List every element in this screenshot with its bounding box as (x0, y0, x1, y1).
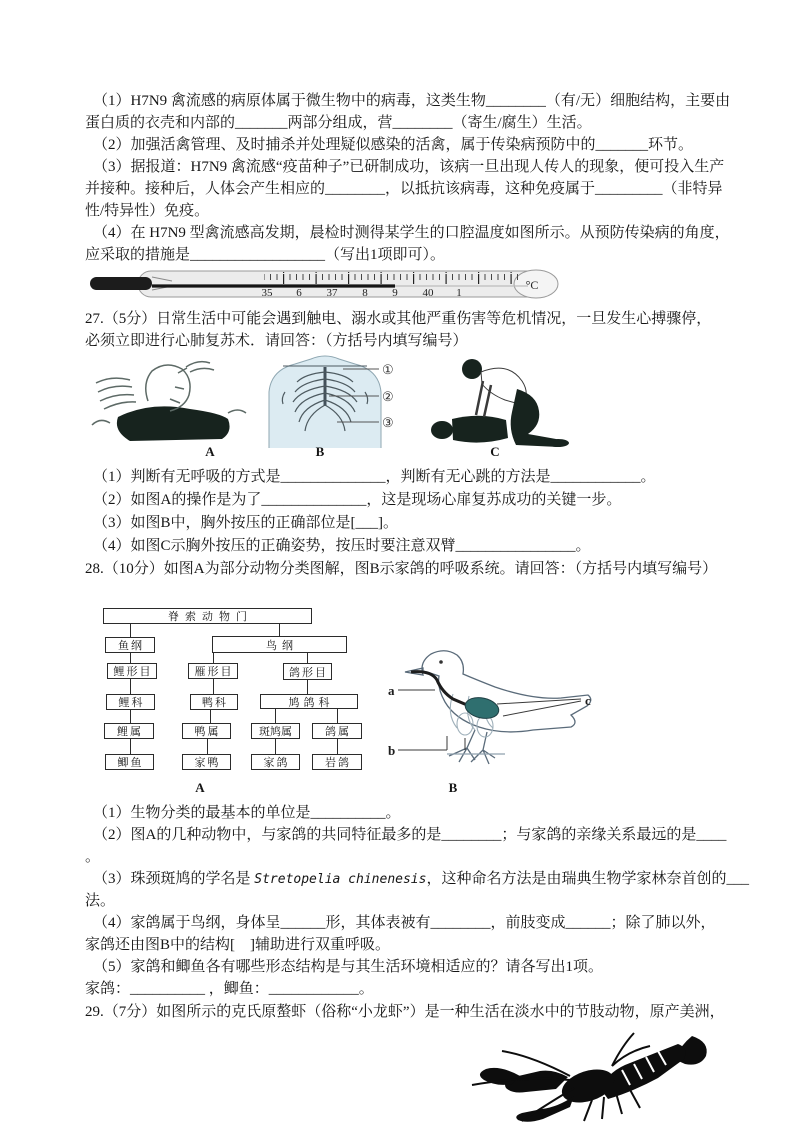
text-line: 27.（5分）日常生活中可能会遇到触电、溺水或其他严重伤害等危机情况，一旦发生心搏骤停， (85, 311, 712, 327)
callout-3: ③ (382, 415, 394, 430)
tree-node-family-duck: 鸭科 (190, 694, 238, 710)
patient-head-outline (146, 365, 190, 411)
bird-label-a: a (388, 683, 395, 698)
tree-node-domestic-pigeon: 家鸽 (251, 754, 300, 770)
crayfish-figure (462, 1026, 710, 1123)
figure-b-label: B (315, 444, 325, 459)
latin-suffix: ，这种命名方法是由瑞典生物学家林奈首创的___ (426, 871, 749, 887)
scale-number: 37 (326, 287, 338, 299)
latin-prefix: （3）珠颈斑鸠的学名是 (93, 871, 255, 887)
ribcage-figure (255, 352, 405, 448)
scale-number: 40 (422, 287, 434, 299)
question-29-intro (85, 1001, 725, 1023)
scale-number: 8 (362, 287, 368, 299)
question-26-block (85, 90, 730, 266)
bird-label-c: c (585, 693, 591, 708)
scale-number: 1 (456, 287, 462, 299)
text-line: （4）家鸽属于鸟纲，身体呈______形，其体表被有________，前肢变成______；除了肺以外， (93, 915, 716, 931)
rescuer-foot (547, 439, 569, 447)
text-line: 家鸽还由图B中的结构[ ]辅助进行双重呼吸。 (85, 937, 390, 953)
tree-node-genus-turtledove: 斑鸠属 (251, 723, 300, 739)
patient-head (431, 421, 453, 439)
label-c-lines (497, 699, 581, 716)
latin-species-name: Stretopelia chinenesis (254, 872, 427, 887)
text-line: 29.（7分）如图所示的克氏原螯虾（俗称“小龙虾”）是一种生活在淡水中的节肢动物，原产美洲， (85, 1004, 725, 1020)
text-line: （2）如图A的操作是为了______________，这是现场心扉复苏成功的关键一步。 (93, 492, 622, 508)
tree-node-domestic-duck: 家鸭 (182, 754, 231, 770)
connector-line (210, 710, 211, 723)
scale-number: 9 (392, 287, 398, 299)
classification-tree-figure (95, 600, 365, 800)
text-line: 并接种。接种后，人体会产生相应的________，以抵抗该病毒，这种免疫属于_________（非特异 (85, 181, 723, 197)
crayfish-abdomen (600, 1044, 686, 1099)
text-line: 必须立即进行心肺复苏术．请回答：（方括号内填写编号） (85, 333, 468, 349)
connector-line (130, 653, 131, 663)
rescuer-hand-lines (96, 378, 136, 409)
text-line: （2）图A的几种动物中，与家鸽的共同特征最多的是________；与家鸽的亲缘关系最远的是____ (93, 827, 727, 843)
label-b-stubs (447, 736, 465, 750)
rescuer-head (462, 359, 482, 379)
text-line: 28.（10分）如图A为部分动物分类图解，图B示家鸽的呼吸系统。请回答：（方括号内填写编号） (85, 561, 718, 577)
text-line: （3）据报道：H7N9 禽流感“疫苗种子”已研制成功，该病一旦出现人传人的现象，便可投入生产 (93, 159, 725, 175)
tree-node-bird-class: 鸟纲 (212, 636, 347, 653)
text-line: （1）生物分类的最基本的单位是__________。 (93, 805, 401, 821)
connector-line (307, 680, 308, 694)
celsius-unit: °C (525, 278, 539, 292)
forehead-hand-lines (186, 362, 214, 372)
scale-number: 35 (261, 287, 273, 299)
tree-node-family-dove: 鸠鸽科 (260, 694, 358, 709)
tree-node-genus-duck: 鸭属 (182, 723, 231, 739)
tree-node-fish-class: 鱼纲 (105, 637, 155, 653)
tree-node-crucian-carp: 鲫鱼 (105, 754, 154, 770)
question-27-subs (85, 466, 656, 558)
connector-line (275, 709, 276, 723)
text-line: （4）如图C示胸外按压的正确姿势，按压时要注意双臂________________。 (93, 538, 591, 554)
connector-line (130, 710, 131, 723)
connector-line (275, 739, 276, 754)
bird-label-b: b (388, 743, 396, 758)
figure-a-label: A (205, 444, 215, 459)
text-line: （1）H7N9 禽流感的病原体属于微生物中的病毒，这类生物________（有/无）细胞结构，主要由 (93, 93, 731, 109)
bird-figure-label: B (448, 780, 458, 795)
text-line: 应采取的措施是__________________（写出1项即可）。 (85, 247, 446, 263)
tree-node-phylum: 脊索动物门 (103, 608, 312, 624)
question-28-intro (85, 558, 717, 580)
patient-body (452, 416, 508, 443)
text-line: 。 (85, 849, 101, 865)
pigeon-body-outline (405, 651, 591, 732)
question-27-intro (85, 308, 711, 352)
connector-line (130, 679, 131, 694)
cpr-head-tilt-figure (90, 355, 250, 445)
text-line: 蛋白质的衣壳和内部的_______两部分组成，营________（寄生/腐生）生活。 (85, 115, 592, 131)
text-line: （5）家鸽和鲫鱼各有哪些形态结构是与其生活环境相适应的？请各写出1项。 (93, 959, 604, 975)
text-line: （1）判断有无呼吸的方式是______________，判断有无心跳的方法是____________。 (93, 469, 656, 485)
text-line: （3）如图B中，胸外按压的正确部位是[___]。 (93, 515, 398, 531)
thermometer-bulb (90, 277, 152, 290)
text-line: 性/特异性）免疫。 (85, 203, 210, 219)
face-detail-lines (170, 368, 187, 403)
pigeon-eye (439, 660, 443, 664)
tree-node-rock-pigeon: 岩鸽 (312, 754, 362, 770)
connector-line (279, 624, 280, 636)
text-line: 法。 (85, 893, 116, 909)
thermometer-figure (88, 262, 568, 306)
scale-number: 6 (296, 287, 302, 299)
figure-c-label: C (490, 444, 500, 459)
callout-2: ② (382, 389, 394, 404)
rescuer-legs (511, 389, 562, 447)
text-line: 家鸽：__________ ，鲫鱼：____________。 (85, 981, 374, 997)
pigeon-legs (449, 730, 495, 764)
tree-node-family-carp: 鲤科 (106, 694, 155, 710)
connector-line (130, 739, 131, 754)
connector-line (213, 653, 214, 663)
chest-compression-figure (420, 355, 572, 447)
pigeon-respiratory-figure (385, 642, 600, 782)
tree-node-order-pigeon: 鸽形目 (283, 663, 332, 680)
question-28-subs (85, 802, 749, 1000)
tree-node-order-goose: 雁形目 (188, 663, 238, 679)
tree-node-order-carp: 鲤形目 (107, 663, 157, 679)
text-line (85, 868, 749, 890)
text-line: （4）在 H7N9 型禽流感高发期，晨检时测得某学生的口腔温度如图所示。从预防传染病的角度， (93, 225, 730, 241)
thermometer-major-ticks (264, 272, 522, 284)
connector-line (337, 739, 338, 754)
tree-figure-label: A (195, 780, 205, 795)
connector-line (130, 624, 131, 637)
callout-1: ① (382, 362, 394, 377)
connector-line (207, 739, 208, 754)
text-line: （2）加强活禽管理、及时捕杀并处理疑似感染的活禽，属于传染病预防中的_______环节。 (93, 137, 694, 153)
shoulder-mass (117, 406, 230, 441)
connector-line (307, 653, 308, 663)
connector-line (337, 709, 338, 723)
tree-node-genus-pigeon: 鸽属 (312, 723, 362, 739)
tree-node-genus-carp: 鲤属 (104, 723, 154, 739)
connector-line (213, 679, 214, 694)
